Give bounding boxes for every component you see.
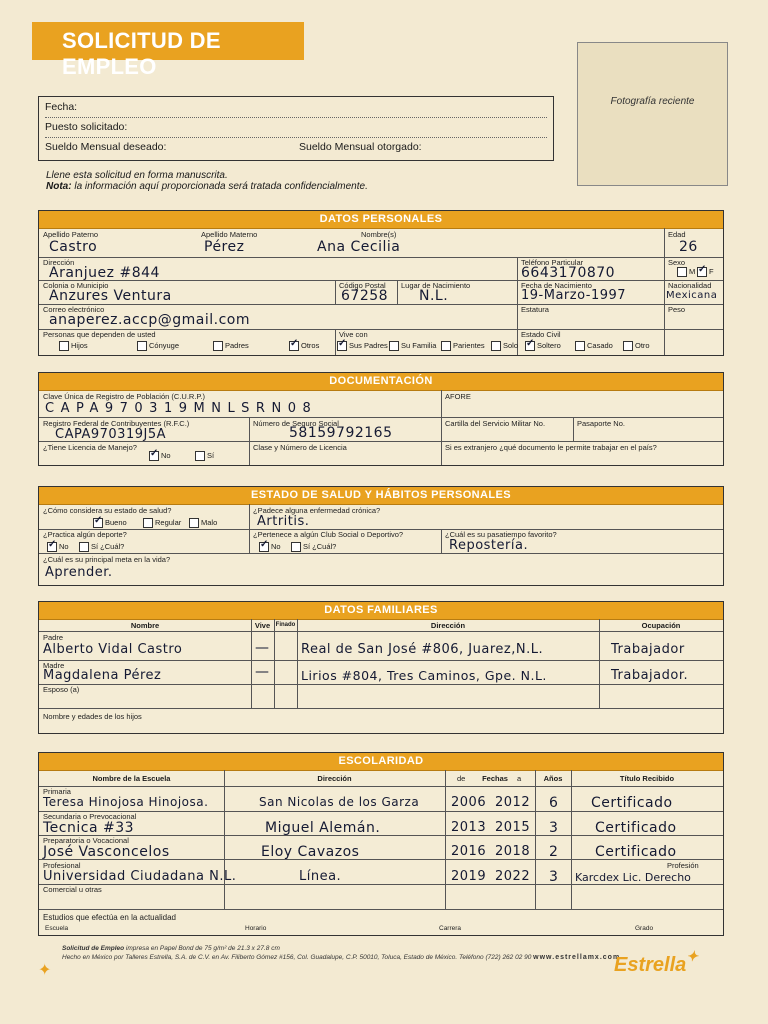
- label-vive-con: Vive con: [339, 330, 368, 339]
- option-label: Bueno: [105, 518, 127, 527]
- sueldo-deseado-label[interactable]: Sueldo Mensual deseado:: [45, 141, 167, 153]
- divider: [39, 660, 723, 661]
- option-label: Regular: [155, 518, 182, 527]
- label-apellido-paterno: Apellido Paterno: [43, 230, 99, 239]
- option-label: Soltero: [537, 341, 561, 350]
- value-direccion[interactable]: Aranjuez #844: [49, 265, 160, 281]
- value-fecha-de[interactable]: 2013: [451, 820, 487, 835]
- footer-line-2: Hecho en México por Talleres Estrella, S.A. de C.V. en Av. Filiberto Gómez #156, Col. Guadalupe, C.P. 50010, Toluca, Estado de México. Teléfono (722) 262 02 90: [62, 954, 532, 961]
- col-escuela: Nombre de la Escuela: [92, 774, 171, 783]
- escolaridad-heading: ESCOLARIDAD: [338, 755, 424, 767]
- label-pasaporte: Pasaporte No.: [577, 419, 625, 428]
- value-escuela[interactable]: Tecnica #33: [43, 820, 135, 836]
- value-pasatiempo[interactable]: Repostería.: [449, 538, 529, 553]
- option-label: Sí ¿Cuál?: [303, 542, 337, 551]
- deporte-si-option[interactable]: [79, 542, 124, 552]
- value-fecha-nacimiento[interactable]: 19-Marzo-1997: [521, 288, 627, 303]
- value-rfc[interactable]: CAPA970319J5A: [55, 427, 166, 442]
- footer-line-1: impresa en Papel Bond de 75 g/m² de 21.3 x 27.8 cm: [124, 945, 280, 952]
- divider: [39, 909, 723, 910]
- label-actual-escuela: Escuela: [45, 925, 69, 932]
- value-direccion[interactable]: Lirios #804, Tres Caminos, Gpe. N.L.: [301, 668, 547, 683]
- label-direccion: Dirección: [43, 258, 75, 267]
- value-fecha-de[interactable]: 2016: [451, 844, 487, 859]
- salud-regular-option[interactable]: [143, 518, 181, 528]
- value-fecha-de[interactable]: 2006: [451, 795, 487, 810]
- row-level: Preparatoria o Vocacional: [43, 836, 129, 845]
- value-apellido-materno[interactable]: Pérez: [204, 239, 245, 255]
- divider: [335, 329, 336, 355]
- checkbox[interactable]: [291, 542, 301, 552]
- deporte-no-option[interactable]: [47, 542, 69, 552]
- salud-section: [38, 486, 724, 586]
- col-direccion: Dirección: [430, 621, 466, 630]
- label-peso: Peso: [668, 305, 686, 314]
- licencia-no-option[interactable]: [149, 451, 171, 461]
- value-fecha-a[interactable]: 2015: [495, 820, 531, 835]
- checkbox[interactable]: [441, 341, 451, 351]
- puesto-label: Puesto solicitado:: [45, 121, 128, 133]
- sexo-m-checkbox[interactable]: [677, 267, 687, 277]
- sexo-f-option[interactable]: [697, 267, 714, 277]
- label-estado-salud: ¿Cómo considera su estado de salud?: [43, 506, 172, 515]
- value-direccion[interactable]: Línea.: [299, 869, 342, 884]
- divider: [664, 228, 665, 355]
- divider: [39, 257, 723, 258]
- checkbox[interactable]: [195, 451, 205, 461]
- checkbox[interactable]: [575, 341, 585, 351]
- value-titulo[interactable]: Karcdex Lic. Derecho: [575, 871, 691, 884]
- value-titulo[interactable]: Certificado: [595, 844, 677, 860]
- sexo-m-label: M: [689, 267, 696, 276]
- label-meta: ¿Cuál es su principal meta en la vida?: [43, 555, 171, 564]
- divider: [224, 770, 225, 909]
- form-title-banner: [32, 22, 304, 79]
- sueldo-row: [45, 141, 547, 156]
- vive-familia-option[interactable]: [389, 341, 436, 351]
- divider: [599, 619, 600, 708]
- value-vive[interactable]: —: [255, 640, 270, 656]
- option-label: Casado: [587, 341, 613, 350]
- civil-casado-option[interactable]: [575, 341, 613, 351]
- value-direccion[interactable]: San Nicolas de los Garza: [259, 795, 420, 809]
- dependen-otros-option[interactable]: [289, 341, 319, 351]
- value-colonia[interactable]: Anzures Ventura: [49, 288, 172, 304]
- salud-heading-band: [39, 487, 723, 505]
- divider: [441, 390, 442, 465]
- label-comercial: Comercial u otras: [43, 885, 102, 894]
- checkbox[interactable]: [137, 341, 147, 351]
- dependen-hijos-option[interactable]: [59, 341, 88, 351]
- value-direccion[interactable]: Miguel Alemán.: [265, 820, 381, 836]
- value-anos[interactable]: 3: [549, 869, 559, 885]
- option-label: No: [59, 542, 69, 551]
- divider: [251, 619, 252, 708]
- vive-padres-option[interactable]: [337, 341, 388, 351]
- checkbox[interactable]: [213, 341, 223, 351]
- divider: [441, 529, 442, 553]
- divider: [249, 417, 250, 465]
- label-club: ¿Pertenece a algún Club Social o Deportivo?: [253, 530, 404, 539]
- option-label: Padres: [225, 341, 249, 350]
- col-finado: Finado: [275, 622, 296, 628]
- checkbox[interactable]: [59, 341, 69, 351]
- label-correo: Correo electrónico: [43, 305, 105, 314]
- col-anos: Años: [543, 774, 563, 783]
- checkbox[interactable]: [149, 451, 159, 461]
- label-clase-licencia: Clase y Número de Licencia: [253, 443, 347, 452]
- label-afore: AFORE: [445, 392, 471, 401]
- col-fecha-a: a: [517, 774, 522, 783]
- checkbox[interactable]: [143, 518, 153, 528]
- value-curp[interactable]: CAPA970319MNLSRN08: [45, 401, 318, 416]
- value-direccion[interactable]: Eloy Cavazos: [261, 844, 360, 860]
- divider: [573, 417, 574, 441]
- label-actual-carrera: Carrera: [439, 925, 462, 932]
- licencia-si-option[interactable]: [195, 451, 214, 461]
- row-level: Secundaria o Prevocacional: [43, 812, 137, 821]
- label-sexo: Sexo: [668, 258, 686, 267]
- label-pasatiempo: ¿Cuál es su pasatiempo favorito?: [445, 530, 557, 539]
- option-label: No: [161, 451, 171, 460]
- value-fecha-a[interactable]: 2018: [495, 844, 531, 859]
- value-fecha-a[interactable]: 2012: [495, 795, 531, 810]
- value-titulo[interactable]: Certificado: [595, 820, 677, 836]
- divider: [249, 504, 250, 553]
- label-hijos: Nombre y edades de los hijos: [43, 712, 142, 721]
- familiares-heading: DATOS FAMILIARES: [324, 604, 438, 616]
- label-estado-civil: Estado Civil: [521, 330, 561, 339]
- divider: [274, 619, 275, 708]
- header-fields: [38, 96, 554, 161]
- dependen-padres-option[interactable]: [213, 341, 249, 351]
- value-telefono[interactable]: 6643170870: [521, 265, 616, 281]
- label-estatura: Estatura: [521, 305, 549, 314]
- label-nss: Número de Seguro Social: [253, 419, 339, 428]
- col-vive: Vive: [254, 621, 271, 630]
- value-fecha-de[interactable]: 2019: [451, 869, 487, 884]
- option-label: No: [271, 542, 281, 551]
- row-level: Profesional: [43, 861, 81, 870]
- label-edad: Edad: [668, 230, 686, 239]
- logo-text: Estrella: [614, 954, 687, 976]
- value-escuela[interactable]: Teresa Hinojosa Hinojosa.: [43, 795, 209, 809]
- value-meta[interactable]: Aprender.: [45, 565, 113, 580]
- option-label: Solo: [503, 341, 519, 350]
- label-actual-grado: Grado: [635, 925, 654, 932]
- escolaridad-heading-band: [39, 753, 723, 771]
- value-lugar-nacimiento[interactable]: N.L.: [419, 288, 449, 304]
- checkbox[interactable]: [525, 341, 535, 351]
- checkbox[interactable]: [189, 518, 199, 528]
- checkbox[interactable]: [289, 341, 299, 351]
- estrella-logo: [614, 948, 698, 977]
- datos-personales-heading-band: [39, 211, 723, 229]
- note-line-2: la información aquí proporcionada será tratada confidencialmente.: [71, 181, 368, 192]
- value-nss[interactable]: 58159792165: [289, 425, 393, 441]
- vive-parientes-option[interactable]: [441, 341, 485, 351]
- label-fecha-nacimiento: Fecha de Nacimiento: [521, 281, 592, 290]
- option-label: Malo: [201, 518, 218, 527]
- divider: [39, 884, 723, 885]
- divider: [445, 770, 446, 909]
- fecha-field[interactable]: [45, 101, 547, 118]
- label-profesion: Profesión: [667, 861, 699, 870]
- divider: [39, 786, 723, 787]
- value-nombres[interactable]: Ana Cecilia: [317, 239, 401, 255]
- divider: [335, 280, 336, 304]
- value-ocupacion[interactable]: Trabajador: [611, 642, 685, 657]
- club-no-option[interactable]: [259, 542, 281, 552]
- col-fechas: Fechas: [482, 774, 508, 783]
- note-line-1: Llene esta solicitud en forma manuscrita.: [46, 170, 228, 181]
- option-label: Sí: [207, 451, 215, 460]
- checkbox[interactable]: [491, 341, 501, 351]
- documentacion-section: [38, 372, 724, 466]
- label-codigo-postal: Código Postal: [339, 281, 386, 290]
- salud-bueno-option[interactable]: [93, 518, 127, 528]
- row-relation: Madre: [43, 661, 65, 670]
- divider: [39, 631, 723, 632]
- divider: [39, 417, 723, 418]
- checkbox[interactable]: [259, 542, 269, 552]
- note-bold: Nota:: [46, 181, 72, 192]
- option-label: Sí ¿Cuál?: [91, 542, 125, 551]
- salud-heading: ESTADO DE SALUD Y HÁBITOS PERSONALES: [251, 489, 511, 501]
- value-nombre[interactable]: Magdalena Pérez: [43, 668, 162, 683]
- label-apellido-materno: Apellido Materno: [201, 230, 258, 239]
- value-ocupacion[interactable]: Trabajador.: [611, 668, 689, 683]
- option-label: Otros: [301, 341, 320, 350]
- checkbox[interactable]: [337, 341, 347, 351]
- value-codigo-postal[interactable]: 67258: [341, 288, 389, 304]
- label-curp: Clave Única de Registro de Población (C.U.R.P.): [43, 392, 206, 401]
- civil-otro-option[interactable]: [623, 341, 650, 351]
- option-label: Hijos: [71, 341, 88, 350]
- col-fecha-de: de: [457, 774, 466, 783]
- footer-website[interactable]: www.estrellamx.com: [533, 954, 621, 961]
- checkbox[interactable]: [93, 518, 103, 528]
- label-lugar-nacimiento: Lugar de Nacimiento: [401, 281, 471, 290]
- datos-personales-section: [38, 210, 724, 356]
- label-extranjero: Si es extranjero ¿qué documento le permite trabajar en el país?: [445, 443, 657, 452]
- option-label: Su Familia: [401, 341, 437, 350]
- option-label: Otro: [635, 341, 650, 350]
- label-licencia: ¿Tiene Licencia de Manejo?: [43, 443, 137, 452]
- value-anos[interactable]: 2: [549, 844, 559, 860]
- puesto-field[interactable]: [45, 121, 547, 138]
- divider: [39, 811, 723, 812]
- row-relation: Esposo (a): [43, 685, 80, 694]
- col-nombre: Nombre: [130, 621, 160, 630]
- row-relation: Padre: [43, 633, 64, 642]
- divider: [39, 708, 723, 709]
- value-direccion[interactable]: Real de San José #806, Juarez,N.L.: [301, 642, 544, 657]
- star-icon: ✦: [38, 962, 52, 979]
- fecha-label: Fecha:: [45, 101, 78, 113]
- label-actual-horario: Horario: [245, 925, 267, 932]
- club-si-option[interactable]: [291, 542, 336, 552]
- vive-solo-option[interactable]: [491, 341, 518, 351]
- sexo-f-checkbox[interactable]: [697, 267, 707, 277]
- divider: [39, 304, 723, 305]
- value-edad[interactable]: 26: [679, 239, 698, 255]
- divider: [571, 770, 572, 909]
- label-deporte: ¿Practica algún deporte?: [43, 530, 127, 539]
- label-colonia: Colonia o Municipio: [43, 281, 109, 290]
- photo-label: Fotografía reciente: [610, 96, 695, 107]
- divider: [39, 553, 723, 554]
- value-anos[interactable]: 3: [549, 820, 559, 836]
- form-title: SOLICITUD DE EMPLEO: [62, 28, 221, 79]
- datos-personales-heading: DATOS PERSONALES: [319, 213, 443, 225]
- star-icon: ✦: [686, 948, 698, 964]
- label-dependen: Personas que dependen de usted: [43, 330, 156, 339]
- divider: [297, 619, 298, 708]
- checkbox[interactable]: [623, 341, 633, 351]
- label-enfermedad-cronica: ¿Padece alguna enfermedad crónica?: [253, 506, 381, 515]
- col-direccion: Dirección: [317, 774, 352, 783]
- familiares-heading-band: [39, 602, 723, 620]
- label-nacionalidad: Nacionalidad: [668, 281, 712, 290]
- documentacion-heading-band: [39, 373, 723, 391]
- value-escuela[interactable]: José Vasconcelos: [43, 844, 170, 860]
- label-cartilla: Cartilla del Servicio Militar No.: [445, 419, 546, 428]
- instruction-note: [46, 170, 368, 192]
- sexo-m-option[interactable]: [677, 267, 695, 277]
- footer-bold: Solicitud de Empleo: [62, 945, 125, 952]
- divider: [39, 684, 723, 685]
- documentacion-heading: DOCUMENTACIÓN: [329, 375, 433, 387]
- col-titulo: Título Recibido: [619, 774, 675, 783]
- option-label: Sus Padres: [349, 341, 388, 350]
- checkbox[interactable]: [47, 542, 57, 552]
- checkbox[interactable]: [79, 542, 89, 552]
- civil-soltero-option[interactable]: [525, 341, 561, 351]
- label-rfc: Registro Federal de Contribuyentes (R.F.C.): [43, 419, 190, 428]
- label-estudios-actuales: Estudios que efectúa en la actualidad: [43, 913, 176, 922]
- datos-familiares-section: [38, 601, 724, 734]
- label-telefono: Teléfono Particular: [521, 258, 584, 267]
- value-fecha-a[interactable]: 2022: [495, 869, 531, 884]
- value-enfermedad-cronica[interactable]: Artritis.: [257, 514, 310, 529]
- option-label: Parientes: [453, 341, 485, 350]
- sexo-f-label: F: [709, 267, 714, 276]
- value-titulo[interactable]: Certificado: [591, 795, 673, 811]
- salud-malo-option[interactable]: [189, 518, 217, 528]
- value-correo[interactable]: anaperez.accp@gmail.com: [49, 312, 250, 328]
- checkbox[interactable]: [389, 341, 399, 351]
- label-nombres: Nombre(s): [361, 230, 397, 239]
- option-label: Cónyuge: [149, 341, 180, 350]
- divider: [397, 280, 398, 304]
- value-anos[interactable]: 6: [549, 795, 559, 811]
- value-apellido-paterno[interactable]: Castro: [49, 239, 98, 255]
- value-nombre[interactable]: Alberto Vidal Castro: [43, 642, 183, 657]
- photo-box: [577, 42, 728, 186]
- value-nacionalidad[interactable]: Mexicana: [666, 290, 718, 301]
- value-vive[interactable]: —: [255, 664, 270, 680]
- divider: [535, 770, 536, 909]
- value-escuela[interactable]: Universidad Ciudadana N.L.: [43, 869, 237, 884]
- row-level: Primaria: [43, 787, 71, 796]
- escolaridad-section: [38, 752, 724, 936]
- dependen-conyuge-option[interactable]: [137, 341, 179, 351]
- sueldo-otorgado-label[interactable]: Sueldo Mensual otorgado:: [299, 141, 422, 153]
- footer-imprint: [62, 944, 620, 962]
- col-ocupacion: Ocupación: [641, 621, 681, 630]
